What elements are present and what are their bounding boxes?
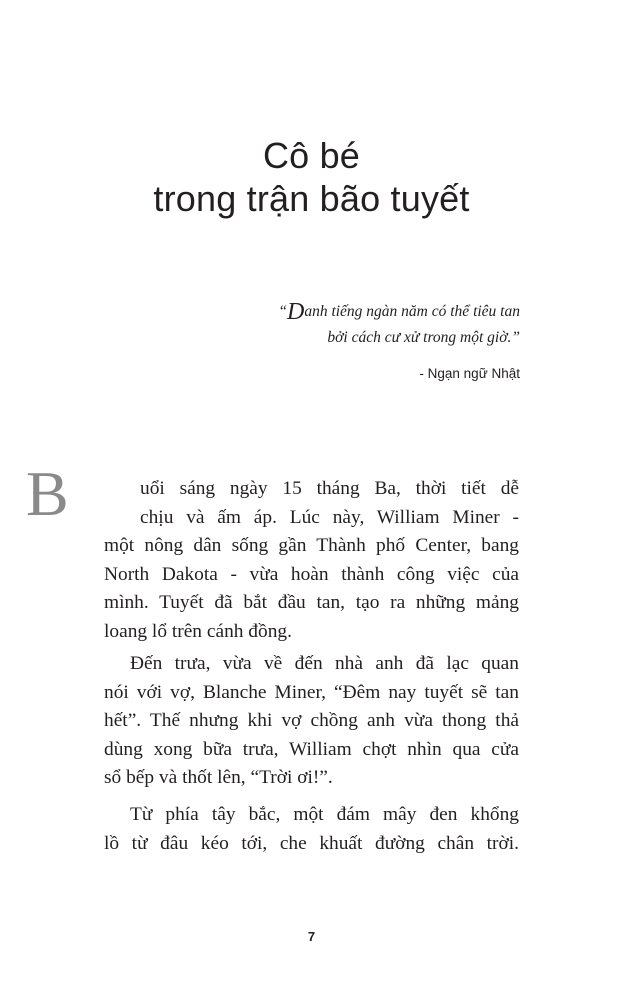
epigraph-line-2: bởi cách cư xử trong một giờ.”	[327, 329, 520, 346]
paragraph-line: Từ phía tây bắc, một đám mây đen khổng	[130, 804, 519, 825]
paragraph-line: sổ bếp và thốt lên, “Trời ơi!”.	[104, 767, 333, 788]
paragraph-line: loang lổ trên cánh đồng.	[104, 620, 292, 642]
paragraph-line: hết”. Thế nhưng khi vợ chồng anh vừa thong thả	[104, 710, 519, 731]
paragraph-line: lồ từ đâu kéo tới, che khuất đường chân trời.	[104, 832, 519, 854]
epigraph-line-1-text: anh tiếng ngàn năm có thể tiêu tan	[304, 303, 520, 320]
paragraph-line: Đến trưa, vừa về đến nhà anh đã lạc quan	[130, 653, 519, 674]
epigraph-initial: D	[286, 299, 305, 325]
epigraph-attribution: - Ngạn ngữ Nhật	[419, 366, 520, 381]
chapter-title-line-2: trong trận bão tuyết	[153, 178, 470, 219]
paragraph-line: chịu và ấm áp. Lúc này, William Miner -	[140, 506, 519, 528]
chapter-title-line-1: Cô bé	[262, 135, 361, 176]
paragraph-2	[104, 650, 519, 793]
paragraph-line: mình. Tuyết đã bắt đầu tan, tạo ra những mảng	[104, 592, 519, 613]
epigraph-line-1	[278, 299, 520, 325]
paragraph-line: uổi sáng ngày 15 tháng Ba, thời tiết dễ	[140, 478, 519, 499]
paragraph-line: nói với vợ, Blanche Miner, “Đêm nay tuyết sẽ tan	[104, 681, 519, 703]
paragraph-line: một nông dân sống gần Thành phố Center, bang	[104, 535, 519, 556]
page-number: 7	[307, 929, 316, 944]
paragraph-line: North Dakota - vừa hoàn thành công việc của	[104, 563, 519, 585]
paragraph-1	[104, 475, 519, 646]
epigraph-open-quote: “	[278, 303, 287, 320]
drop-cap: B	[26, 458, 69, 529]
paragraph-line: dùng xong bữa trưa, William chợt nhìn qua cửa	[104, 738, 519, 760]
paragraph-3	[104, 801, 519, 858]
